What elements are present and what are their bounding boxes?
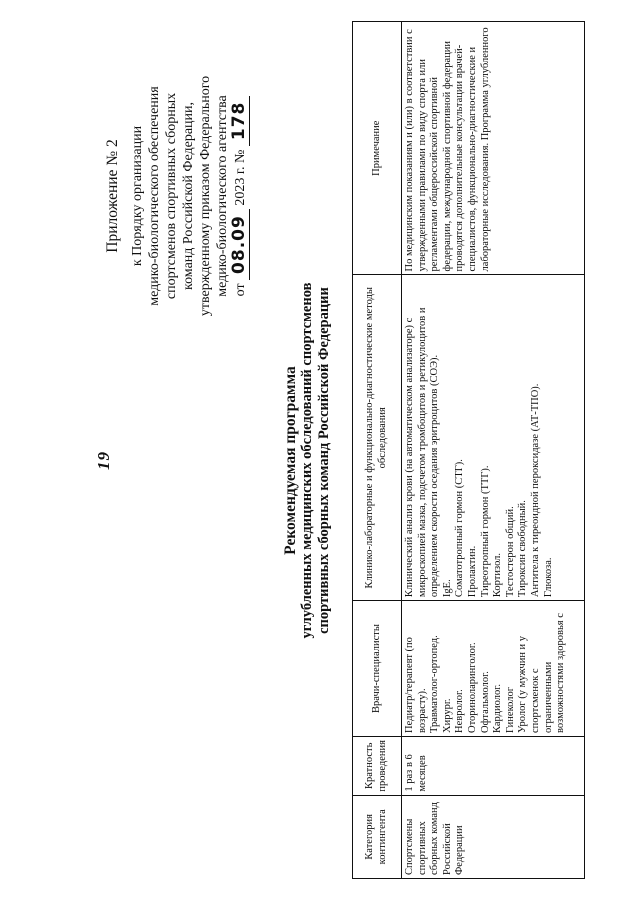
handwritten-date: 08.09: [229, 209, 250, 280]
title-line-2: углубленных медицинских обследований спортсменов: [299, 282, 315, 639]
date-year: 2023 г. №: [233, 149, 248, 206]
table-row: [402, 22, 585, 879]
appendix-block: [104, 31, 249, 361]
program-table: [352, 21, 585, 879]
lab-item: Кортизол.: [492, 552, 504, 598]
lab-item: Тиреотропный гормон (ТТГ).: [479, 465, 491, 598]
header-frequency: Кратность проведения: [353, 737, 402, 796]
lab-item: Клинический анализ крови (на автоматическом анализаторе) с микроскопией мазка, подсчетом тромбоцитов и ретикулоцитов и определением скорости оседания эритроцитов (СОЭ).: [404, 307, 441, 598]
doctor-item: Педиатр/терапевт (по возрасту).: [404, 637, 428, 733]
doctor-item: Офтальмолог.: [479, 671, 491, 733]
header-lab-methods: Клинико-лабораторные и функционально-диагностические методы обследования: [353, 275, 402, 601]
lab-item: Антитела к тиреоидной пероксидазе (АТ-ТПО).: [529, 383, 541, 598]
lab-item: Соматотропный гормон (СТГ).: [454, 459, 466, 598]
appendix-date-line: [231, 31, 249, 361]
appendix-line-1: к Порядку организации: [130, 125, 145, 267]
handwritten-order-number: 178: [229, 96, 250, 147]
lab-item: Тестостерон общий.: [504, 506, 516, 598]
table-header-row: [353, 22, 402, 879]
doctor-item: Гинеколог: [504, 686, 516, 733]
appendix-line-5: утвержденному приказом Федерального: [198, 75, 213, 317]
title-line-3: спортивных сборных команд Российской Федерации: [316, 287, 332, 634]
cell-frequency: 1 раз в 6 месяцев: [402, 737, 585, 796]
doctor-item: Невролог.: [454, 689, 466, 733]
doctor-item: Травматолог-ортопед.: [429, 635, 441, 733]
appendix-line-2: медико-биологического обеспечения: [147, 86, 162, 306]
header-doctors: Врачи-специалисты: [353, 601, 402, 737]
document-title: [282, 0, 333, 921]
cell-category: Спортсмены спортивных сборных команд Российской Федерации: [402, 795, 585, 878]
header-note: Примечание: [353, 22, 402, 275]
lab-item: IgE.: [441, 579, 453, 598]
lab-item: Тироксин свободный.: [517, 500, 529, 598]
title-main: Рекомендуемая программа: [282, 366, 299, 555]
appendix-title: Приложение № 2: [104, 139, 121, 253]
cell-note: По медицинским показаниям и (или) в соответствии с утвержденными правилами по виду спорта или регламентами общероссийской спортивной федерации, международной спортивной федерации проводятся дополнительные консультации врачей-специалистов, функционально-диагностические и лабораторные исследования. Программа углубленного: [402, 22, 585, 275]
date-prefix: от: [233, 283, 248, 297]
lab-item: Пролактин.: [466, 545, 478, 598]
doctor-item: Кардиолог.: [492, 684, 504, 733]
header-category: Категория контингента: [353, 795, 402, 878]
doctor-item: Уролог (у мужчин и у спортсменок с ограниченными возможностями здоровья с: [517, 613, 567, 733]
doctor-item: Оториноларинголог.: [466, 642, 478, 733]
page-number: 19: [94, 451, 113, 470]
cell-lab-methods: [402, 275, 585, 601]
doctor-item: Хирург.: [441, 698, 453, 733]
cell-doctors: [402, 601, 585, 737]
appendix-line-6: медико-биологического агентства: [215, 95, 230, 297]
appendix-line-4: команд Российской Федерации,: [181, 101, 196, 291]
lab-item: Глюкоза.: [542, 557, 554, 598]
appendix-line-3: спортсменов спортивных сборных: [164, 92, 179, 300]
